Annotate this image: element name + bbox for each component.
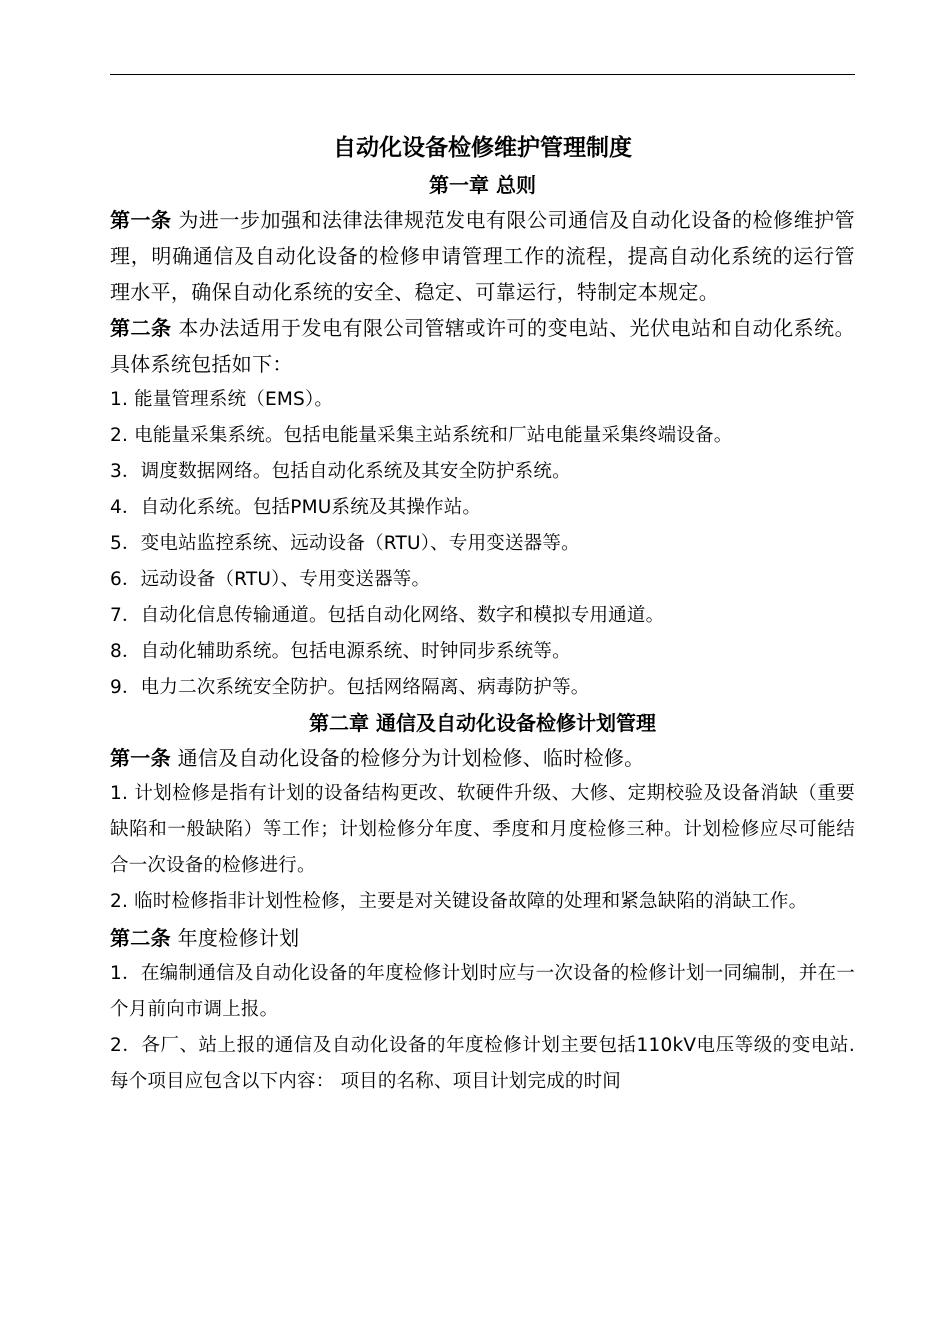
list-item-text: 自动化信息传输通道。包括自动化网络、数字和模拟专用通道。 [140,605,665,626]
list-item-text: 远动设备（RTU）、专用变送器等。 [140,569,431,590]
chapter-1-title: 第一章 总则 [429,173,536,197]
document-page [110,0,855,1344]
chapter-1-article-2 [110,310,855,382]
header-rule [110,74,855,75]
list-item-number: 2. [110,425,129,446]
list-item-number: 6． [110,569,141,590]
list-item [110,776,855,884]
list-item [110,562,855,598]
list-item-number: 7． [110,605,141,626]
list-item-number: 1. [110,783,129,804]
article-label: 第二条 [110,926,171,950]
list-item-text: 能量管理系统（EMS）。 [134,389,334,410]
article-label: 第一条 [110,208,172,232]
chapter-1-article-1 [110,202,855,310]
list-item [110,670,855,706]
list-item [110,382,855,418]
chapter-2-article-1 [110,740,855,776]
list-item-number: 1． [110,963,141,984]
list-item-text: 自动化系统。包括PMU系统及其操作站。 [140,497,482,518]
list-item-number: 1. [110,389,129,410]
list-item-text: 各厂、站上报的通信及自动化设备的年度检修计划主要包括110kV电压等级的变电站.每个项目应包含以下内容： 项目的名称、项目计划完成的时间 [110,1035,855,1092]
list-item-number: 5． [110,533,141,554]
chapter-2-article-2 [110,920,855,956]
list-item [110,884,855,920]
list-item-text: 电力二次系统安全防护。包括网络隔离、病毒防护等。 [140,677,590,698]
list-item [110,418,855,454]
list-item-text: 电能量采集系统。包括电能量采集主站系统和厂站电能量采集终端设备。 [134,425,733,446]
list-item [110,454,855,490]
list-item-number: 4． [110,497,141,518]
list-item [110,1028,855,1100]
list-item [110,526,855,562]
list-item-text: 临时检修指非计划性检修，主要是对关键设备故障的处理和紧急缺陷的消缺工作。 [134,891,808,912]
article-text: 年度检修计划 [177,926,300,950]
list-item-text: 计划检修是指有计划的设备结构更改、软硬件升级、大修、定期校验及设备消缺（重要缺陷和一般缺陷）等工作；计划检修分年度、季度和月度检修三种。计划检修应尽可能结合一次设备的检修进行。 [110,783,855,876]
list-item-number: 2． [110,1035,142,1056]
list-item-text: 调度数据网络。包括自动化系统及其安全防护系统。 [140,461,571,482]
chapter-2-title: 第二章 通信及自动化设备检修计划管理 [309,711,656,735]
list-item-text: 自动化辅助系统。包括电源系统、时钟同步系统等。 [140,641,571,662]
list-item [110,598,855,634]
list-item-number: 9． [110,677,141,698]
article-text: 本办法适用于发电有限公司管辖或许可的变电站、光伏电站和自动化系统。具体系统包括如下： [110,316,855,376]
list-item [110,956,855,1028]
list-item-number: 2. [110,891,129,912]
article-label: 第一条 [110,746,171,770]
article-text: 为进一步加强和法律法律规范发电有限公司通信及自动化设备的检修维护管理，明确通信及自动化设备的检修申请管理工作的流程，提高自动化系统的运行管理水平，确保自动化系统的安全、稳定、可靠运行，特制定本规定。 [110,208,855,304]
list-item-number: 3． [110,461,141,482]
list-item [110,490,855,526]
list-item-text: 变电站监控系统、远动设备（RTU）、专用变送器等。 [140,533,580,554]
document-content [110,128,855,1100]
article-label: 第二条 [110,316,172,340]
list-item-text: 在编制通信及自动化设备的年度检修计划时应与一次设备的检修计划一同编制，并在一个月前向市调上报。 [110,963,856,1020]
list-item [110,634,855,670]
document-title: 自动化设备检修维护管理制度 [333,135,632,161]
article-text: 通信及自动化设备的检修分为计划检修、临时检修。 [177,746,645,770]
list-item-number: 8． [110,641,141,662]
